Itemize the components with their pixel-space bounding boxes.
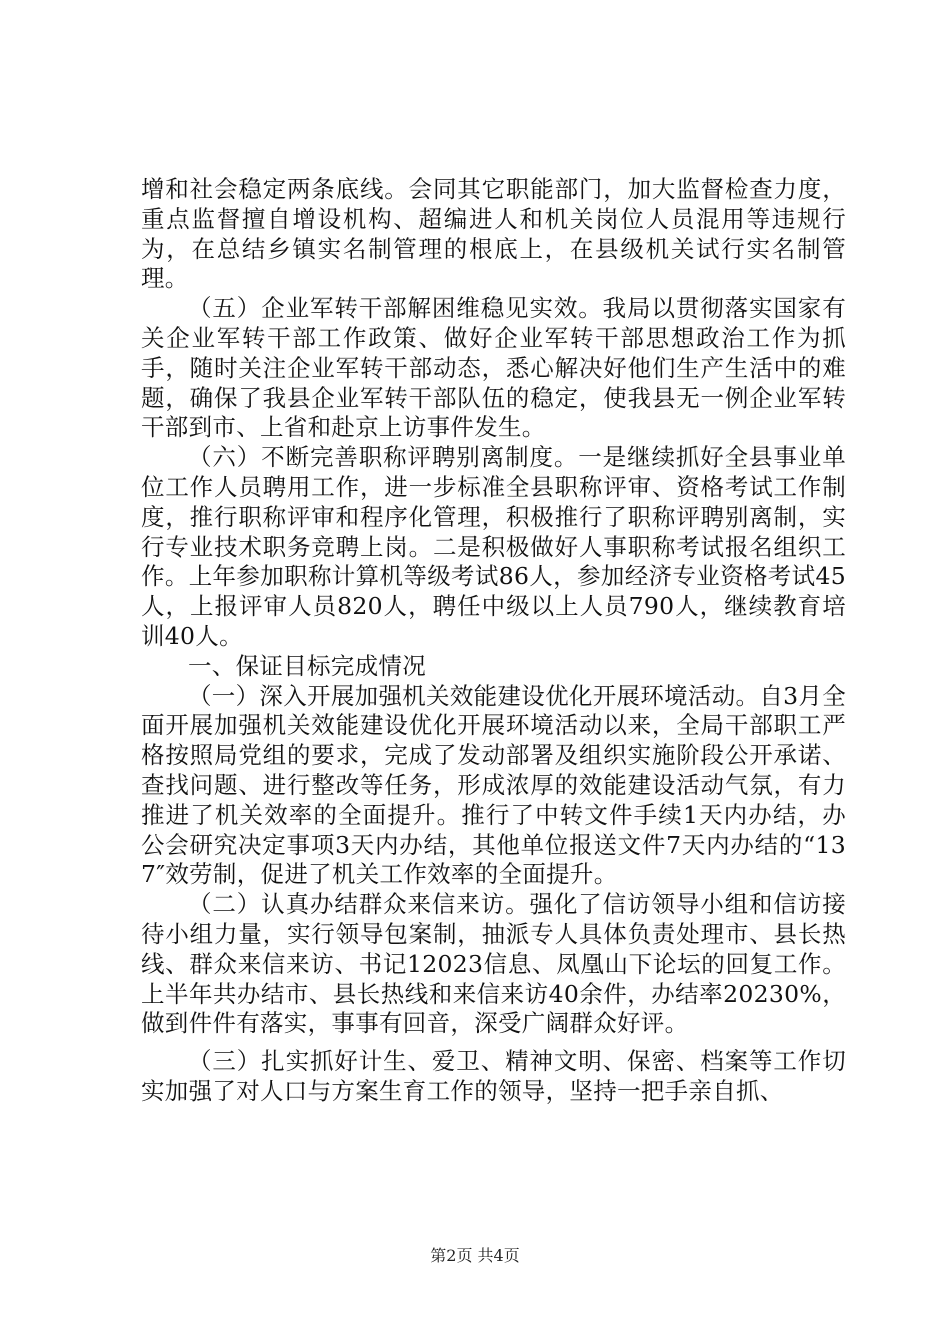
document-body: [141, 175, 846, 1107]
paragraph-continuation: 增和社会稳定两条底线。会同其它职能部门，加大监督检查力度，重点监督擅自增设机构、超编进人和机关岗位人员混用等违规行为，在总结乡镇实名制管理的根底上，在县级机关试行实名制管理。: [141, 175, 846, 293]
paragraph-section-3: （三）扎实抓好计生、爱卫、精神文明、保密、档案等工作切实加强了对人口与方案生育工作的领导，坚持一把手亲自抓、: [141, 1047, 846, 1105]
section-heading: 一、保证目标完成情况: [188, 651, 426, 680]
paragraph-section-2: （二）认真办结群众来信来访。强化了信访领导小组和信访接待小组力量，实行领导包案制，抽派专人具体负责处理市、县长热线、群众来信来访、书记12023信息、凤凰山下论坛的回复工作。上半年共办结市、县长热线和来信来访40余件，办结率20230%，做到件件有落实，事事有回音，深受广阔群众好评。: [141, 890, 846, 1038]
paragraph-section-1: （一）深入开展加强机关效能建设优化开展环境活动。自3月全面开展加强机关效能建设优化开展环境活动以来，全局干部职工严格按照局党组的要求，完成了发动部署及组织实施阶段公开承诺、查找问题、进行整改等任务，形成浓厚的效能建设活动气氛，有力推进了机关效率的全面提升。推行了中转文件手续1天内办结，办公会研究决定事项3天内办结，其他单位报送文件7天内办结的“137″效劳制，促进了机关工作效率的全面提升。: [141, 681, 846, 889]
page-number-footer: 第2页 共4页: [430, 1246, 520, 1265]
paragraph-section-5: （五）企业军转干部解困维稳见实效。我局以贯彻落实国家有关企业军转干部工作政策、做好企业军转干部思想政治工作为抓手，随时关注企业军转干部动态，悉心解决好他们生产生活中的难题，确保了我县企业军转干部队伍的稳定，使我县无一例企业军转干部到市、上省和赴京上访事件发生。: [141, 294, 846, 442]
paragraph-section-6: （六）不断完善职称评聘别离制度。一是继续抓好全县事业单位工作人员聘用工作，进一步标准全县职称评审、资格考试工作制度，推行职称评审和程序化管理，积极推行了职称评聘别离制，实行专业技术职务竞聘上岗。二是积极做好人事职称考试报名组织工作。上年参加职称计算机等级考试86人，参加经济专业资格考试45人，上报评审人员820人，聘任中级以上人员790人，继续教育培训40人。: [141, 443, 846, 650]
